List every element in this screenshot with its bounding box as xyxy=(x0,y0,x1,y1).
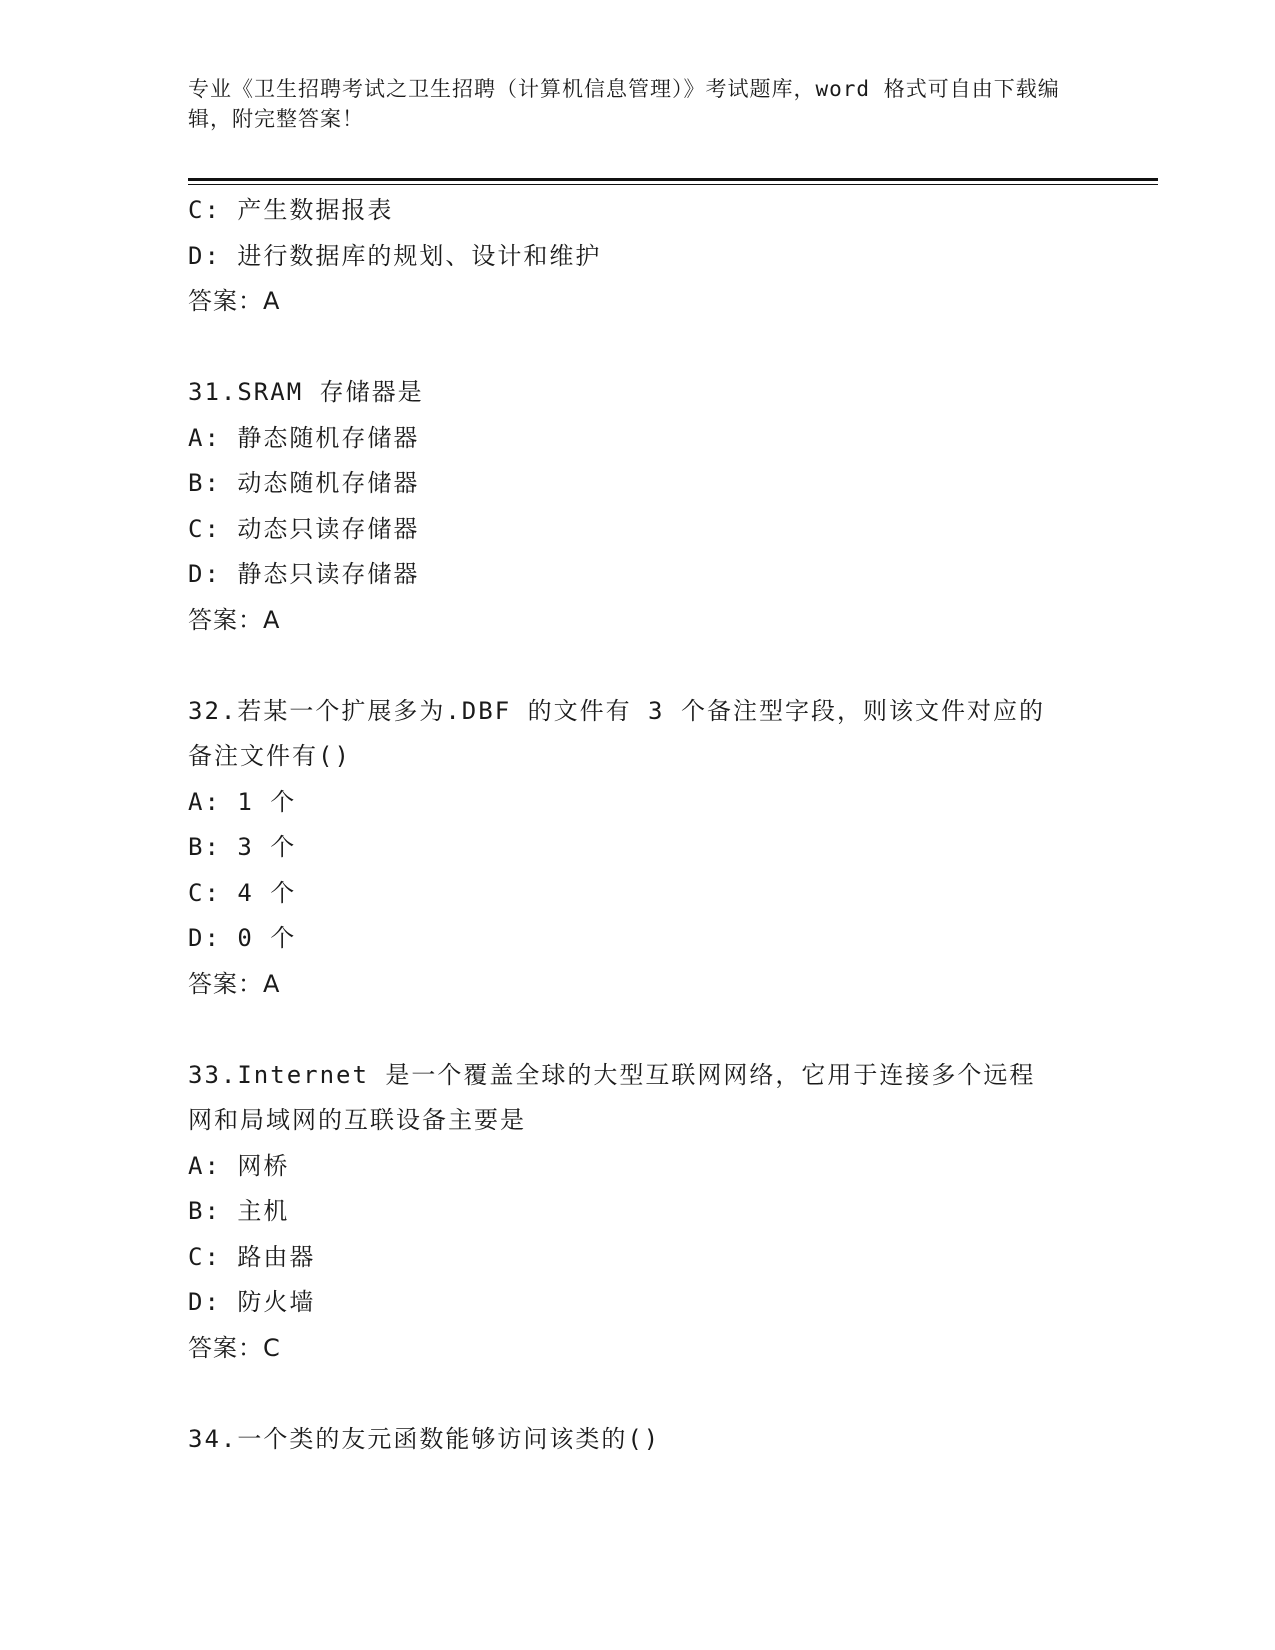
question-32-option-c: C: 4 个 xyxy=(188,878,297,907)
question-33-answer: 答案：C xyxy=(188,1333,281,1362)
spacer xyxy=(188,643,1088,689)
question-31-stem: 31.SRAM 存储器是 xyxy=(188,378,424,406)
header-divider-thin xyxy=(188,184,1158,185)
spacer xyxy=(188,1007,1088,1053)
spacer xyxy=(188,1371,1088,1417)
question-31-option-d: D: 静态只读存储器 xyxy=(188,560,420,588)
option-d: D: 进行数据库的规划、设计和维护 xyxy=(188,241,602,270)
question-31-option-a: A: 静态随机存储器 xyxy=(188,423,420,452)
question-32-option-b: B: 3 个 xyxy=(188,833,297,861)
question-32-option-d: D: 0 个 xyxy=(188,924,297,952)
question-33-stem-line-2: 网和局域网的互联设备主要是 xyxy=(188,1106,526,1134)
question-33-option-c: C: 路由器 xyxy=(188,1242,316,1271)
spacer xyxy=(188,325,1088,371)
question-33-option-a: A: 网桥 xyxy=(188,1151,290,1180)
document-header: 专业《卫生招聘考试之卫生招聘（计算机信息管理）》考试题库，word 格式可自由下载编辑，附完整答案！ xyxy=(188,77,1060,131)
question-32-option-a: A: 1 个 xyxy=(188,787,297,816)
question-32-stem-line-1: 32.若某一个扩展多为.DBF 的文件有 3 个备注型字段，则该文件对应的 xyxy=(188,696,1045,725)
header-divider-thick xyxy=(188,178,1158,181)
question-33-stem-line-1: 33.Internet 是一个覆盖全球的大型互联网网络，它用于连接多个远程 xyxy=(188,1060,1036,1089)
question-33-option-b: B: 主机 xyxy=(188,1197,290,1225)
question-32-answer: 答案：A xyxy=(188,969,281,998)
question-33-option-d: D: 防火墙 xyxy=(188,1288,316,1316)
question-34-stem: 34.一个类的友元函数能够访问该类的() xyxy=(188,1424,661,1453)
question-31-answer: 答案：A xyxy=(188,605,281,634)
question-31-option-b: B: 动态随机存储器 xyxy=(188,469,420,497)
answer-line: 答案：A xyxy=(188,287,281,315)
option-c: C: 产生数据报表 xyxy=(188,196,394,224)
question-32-stem-line-2: 备注文件有() xyxy=(188,742,351,770)
question-content xyxy=(188,188,1088,1462)
question-31-option-c: C: 动态只读存储器 xyxy=(188,514,420,543)
